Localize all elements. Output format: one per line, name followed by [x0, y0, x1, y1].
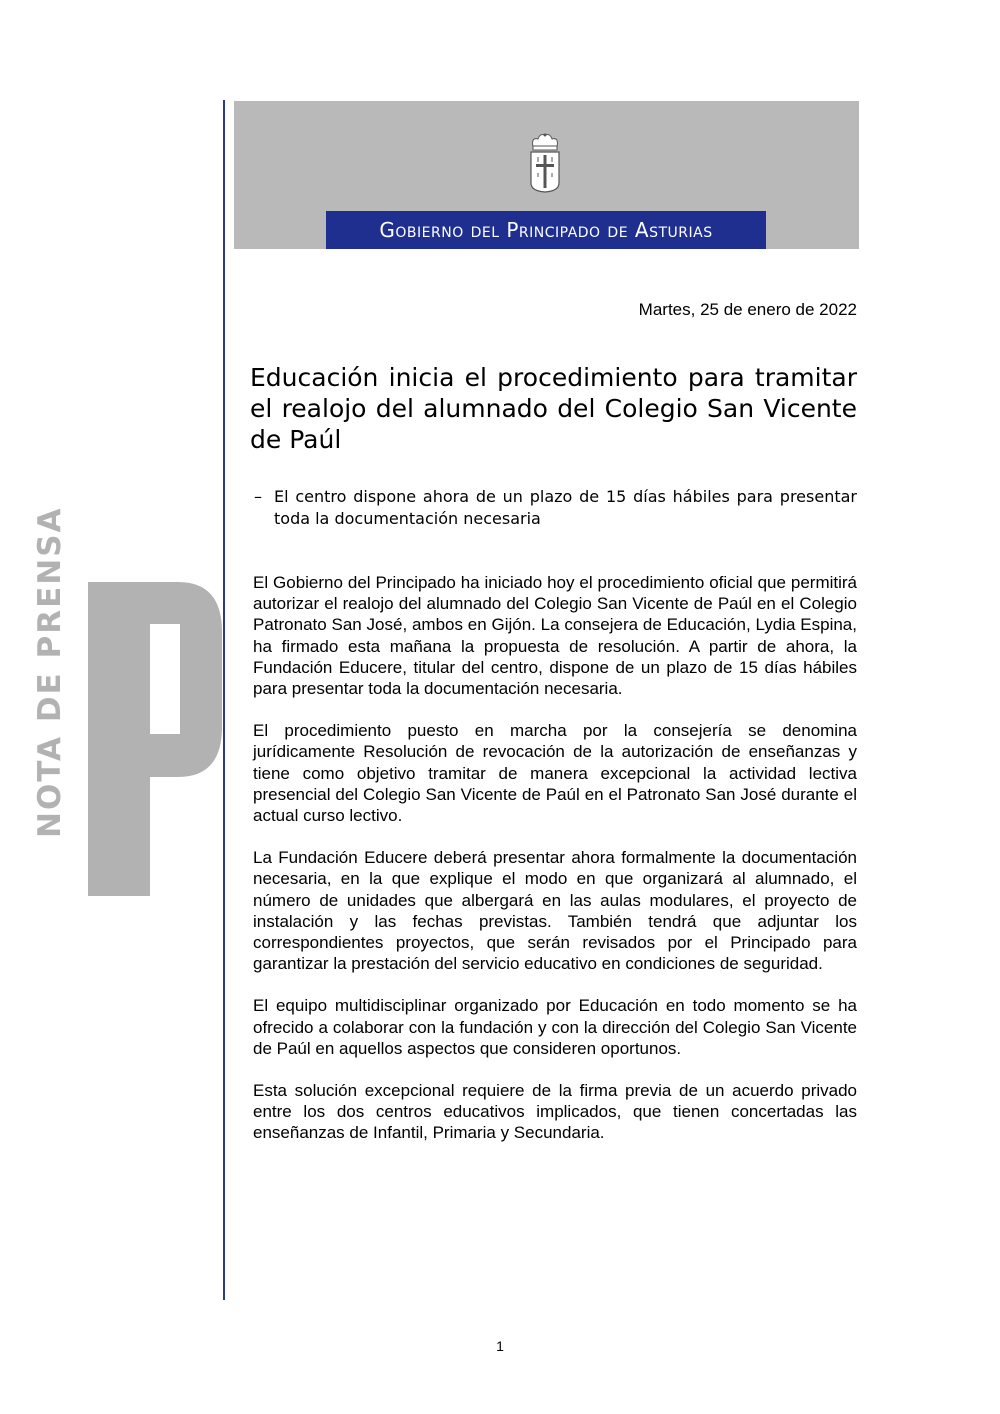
margin-rule: [223, 100, 225, 1300]
paragraph-3: La Fundación Educere deberá presentar ahora formalmente la documentación necesaria, en la que explique el modo en que organizará al alumnado, el número de unidades que albergará en las aulas modulares, el proyecto de instalación y las fechas previstas. También tendrá que adjuntar los correspondientes proyectos, que serán revisados por el Principado para garantizar la prestación del servicio educativo en condiciones de seguridad.: [253, 848, 857, 974]
article-body: [253, 572, 857, 1165]
header-box: [234, 101, 859, 249]
paragraph-4: El equipo multidisciplinar organizado por Educación en todo momento se ha ofrecido a colaborar con la fundación y con la dirección del Colegio San Vicente de Paúl en aquellos aspectos que consideren oportunos.: [253, 996, 857, 1058]
asturias-crest-icon: [527, 133, 563, 193]
subheadline-text: El centro dispone ahora de un plazo de 15 días hábiles para presentar toda la documentación necesaria: [274, 487, 857, 528]
paragraph-2: El procedimiento puesto en marcha por la consejería se denomina jurídicamente Resolución de revocación de la autorización de enseñanzas y tiene como objetivo tramitar de manera excepcional la actividad lectiva presencial del Colegio San Vicente de Paúl en el Patronato San José durante el actual curso lectivo.: [253, 721, 857, 826]
nota-de-prensa-label: NOTA DE PRENSA: [32, 506, 68, 838]
paragraph-1: El Gobierno del Principado ha iniciado hoy el procedimiento oficial que permitirá autorizar el realojo del alumnado del Colegio San Vicente de Paúl en el Colegio Patronato San José, ambos en Gijón. La consejera de Educación, Lydia Espina, ha firmado esta mañana la propuesta de resolución. A partir de ahora, la Fundación Educere, titular del centro, dispone de un plazo de 15 días hábiles para presentar toda la documentación necesaria.: [253, 573, 857, 699]
headline: Educación inicia el procedimiento para tramitar el realojo del alumnado del Colegio San Vicente de Paúl: [250, 363, 857, 454]
page-number: 1: [496, 1338, 504, 1354]
government-banner: Gobierno del Principado de Asturias: [326, 211, 766, 249]
press-release-date: Martes, 25 de enero de 2022: [638, 300, 857, 319]
subheadline-dash: –: [254, 487, 262, 506]
subheadline: [254, 486, 857, 530]
big-p-logo: [88, 582, 222, 896]
paragraph-5: Esta solución excepcional requiere de la firma previa de un acuerdo privado entre los dos centros educativos implicados, que tienen concertadas las enseñanzas de Infantil, Primaria y Secundaria.: [253, 1081, 857, 1143]
